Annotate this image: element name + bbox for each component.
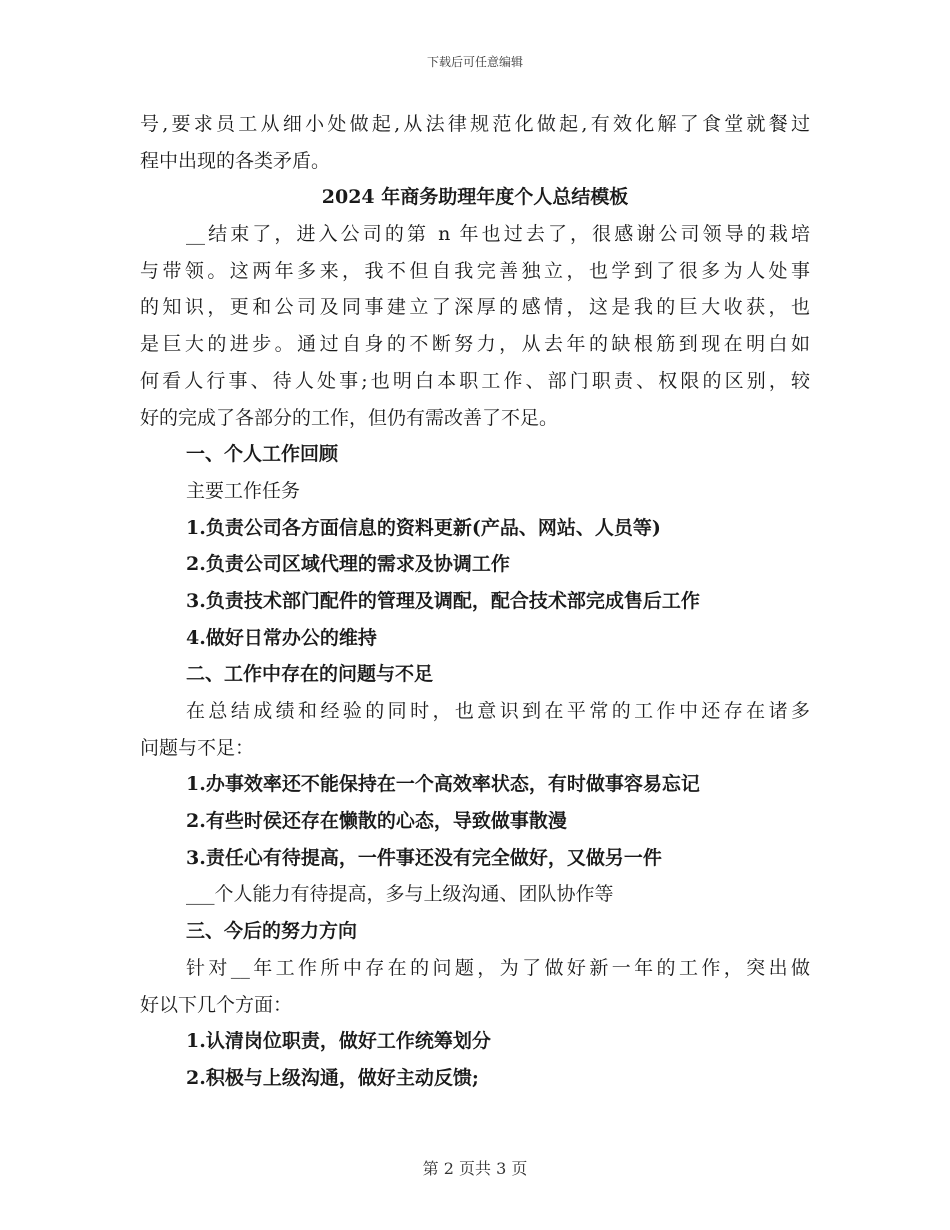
document-body [140, 106, 810, 1097]
paragraph-line: __结束了，进入公司的第 n 年也过去了，很感谢公司领导的栽培 [186, 223, 810, 246]
document-title: 2024 年商务助理年度个人总结模板 [321, 186, 629, 209]
list-item: 4.做好日常办公的维持 [186, 626, 377, 649]
paragraph-line: 好以下几个方面： [140, 993, 293, 1016]
paragraph-line: 程中出现的各类矛盾。 [140, 149, 331, 172]
paragraph-line: 号,要求员工从细小处做起,从法律规范化做起,有效化解了食堂就餐过 [140, 113, 810, 135]
paragraph-line: ___个人能力有待提高，多与上级沟通、团队协作等 [186, 883, 614, 906]
section-heading-1: 一、个人工作回顾 [186, 443, 339, 466]
section-heading-3: 三、今后的努力方向 [186, 920, 358, 943]
list-item: 2.积极与上级沟通，做好主动反馈; [186, 1066, 479, 1089]
paragraph-line: 是巨大的进步。通过自身的不断努力，从去年的缺根筋到现在明白如 [140, 333, 810, 356]
list-item: 1.认清岗位职责，做好工作统筹划分 [186, 1030, 491, 1053]
list-item: 2.负责公司区域代理的需求及协调工作 [186, 553, 510, 576]
paragraph-line: 好的完成了各部分的工作，但仍有需改善了不足。 [140, 406, 559, 429]
paragraph-line: 何看人行事、待人处事;也明白本职工作、部门职责、权限的区别，较 [140, 369, 810, 392]
list-item: 1.办事效率还不能保持在一个高效率状态，有时做事容易忘记 [186, 773, 700, 796]
list-item: 3.责任心有待提高，一件事还没有完全做好，又做另一件 [186, 846, 662, 869]
list-item: 2.有些时侯还存在懒散的心态，导致做事散漫 [186, 810, 567, 833]
list-item: 3.负责技术部门配件的管理及调配，配合技术部完成售后工作 [186, 589, 700, 612]
page-header: 下载后可任意编辑 [426, 55, 523, 69]
section-heading-2: 二、工作中存在的问题与不足 [186, 663, 434, 686]
paragraph-line: 问题与不足： [140, 736, 255, 759]
paragraph-line: 在总结成绩和经验的同时，也意识到在平常的工作中还存在诸多 [186, 700, 810, 722]
page-footer: 第 2 页共 3 页 [422, 1159, 528, 1178]
list-item: 1.负责公司各方面信息的资料更新(产品、网站、人员等) [186, 516, 661, 539]
paragraph-line: 主要工作任务 [186, 479, 301, 502]
paragraph-line: 与带领。这两年多来，我不但自我完善独立，也学到了很多为人处事 [140, 259, 810, 282]
paragraph-line: 的知识，更和公司及同事建立了深厚的感情，这是我的巨大收获，也 [140, 296, 810, 319]
paragraph-line: 针对__年工作所中存在的问题，为了做好新一年的工作，突出做 [186, 956, 810, 979]
